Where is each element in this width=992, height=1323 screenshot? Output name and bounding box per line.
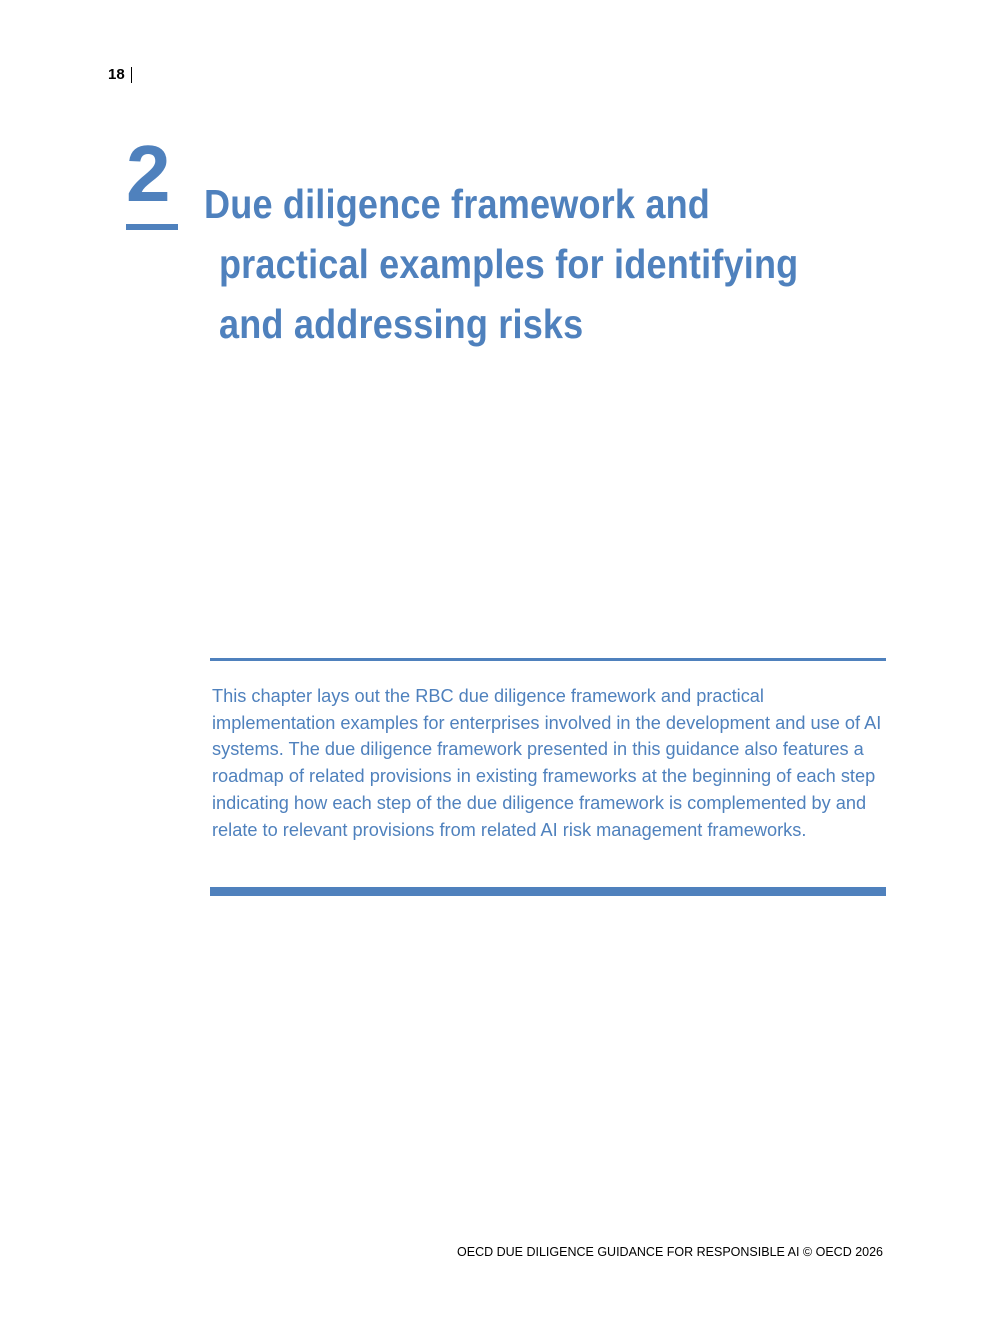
page-number-separator [131,67,132,83]
chapter-number: 2 [126,129,169,218]
summary-top-rule [210,658,886,661]
chapter-title [204,174,799,354]
page-number: 18 [108,66,125,83]
chapter-title-line-2: practical examples for identifying [218,241,799,287]
page-footer: OECD DUE DILIGENCE GUIDANCE FOR RESPONSIBLE AI © OECD 2026 [457,1245,883,1259]
chapter-title-line-3: and addressing risks [218,301,584,347]
chapter-summary: This chapter lays out the RBC due diligence framework and practical implementation examples for enterprises involved in the development and use of AI systems. The due diligence framework presented in this guidance also features a roadmap of related provisions in existing frameworks at the beginning of each step indicating how each step of the due diligence framework is complemented by and relate to relevant provisions from related AI risk management frameworks. [212,686,882,840]
summary-bottom-rule [210,887,886,896]
page-header [108,66,132,83]
chapter-number-underline [126,224,178,230]
chapter-title-line-1: Due diligence framework and [204,181,710,227]
